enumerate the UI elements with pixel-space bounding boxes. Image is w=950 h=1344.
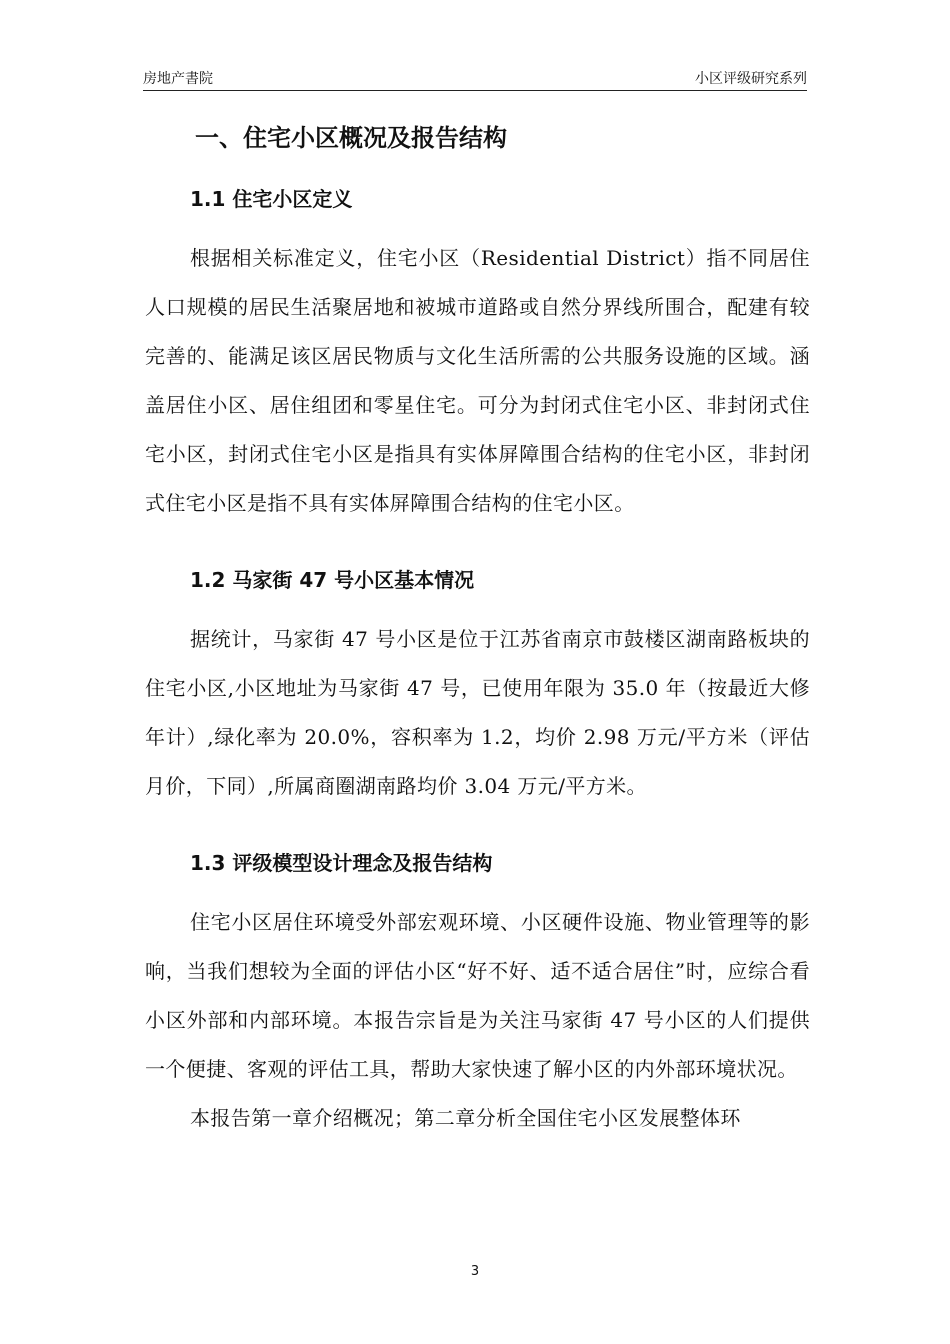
section-1-1 [145,164,810,528]
page-number: 3 [470,1264,480,1279]
page-header [143,64,807,91]
section-heading: 1.3 评级模型设计理念及报告结构 [190,851,493,875]
chapter-title: 一、住宅小区概况及报告结构 [195,124,507,152]
section-heading: 1.1 住宅小区定义 [190,187,353,211]
header-publisher: 房地产書院 [143,71,213,87]
spacer [145,528,810,545]
section-heading: 1.2 马家街 47 号小区基本情况 [190,568,475,592]
paragraph: 住宅小区居住环境受外部宏观环境、小区硬件设施、物业管理等的影响，当我们想较为全面的评估小区“好不好、适不适合居住”时，应综合看小区外部和内部环境。本报告宗旨是为关注马家街 47 号小区的人们提供一个便捷、客观的评估工具，帮助大家快速了解小区的内外部环境状况。 [145,910,810,1081]
document-body [145,112,810,1143]
section-1-2 [145,545,810,811]
section-1-3 [145,828,810,1143]
spacer [145,811,810,828]
header-series-title: 小区评级研究系列 [695,71,807,87]
paragraph: 据统计，马家街 47 号小区是位于江苏省南京市鼓楼区湖南路板块的住宅小区,小区地址为马家街 47 号，已使用年限为 35.0 年（按最近大修年计）,绿化率为 20.0%，容积率为 1.2，均价 2.98 万元/平方米（评估月价，下同）,所属商圈湖南路均价 3.04 万元/平方米。 [145,627,810,798]
paragraph: 根据相关标准定义，住宅小区（Residential District）指不同居住人口规模的居民生活聚居地和被城市道路或自然分界线所围合，配建有较完善的、能满足该区居民物质与文化生活所需的公共服务设施的区域。涵盖居住小区、居住组团和零星住宅。可分为封闭式住宅小区、非封闭式住宅小区，封闭式住宅小区是指具有实体屏障围合结构的住宅小区，非封闭式住宅小区是指不具有实体屏障围合结构的住宅小区。 [145,246,810,515]
paragraph: 本报告第一章介绍概况；第二章分析全国住宅小区发展整体环 [190,1106,741,1130]
